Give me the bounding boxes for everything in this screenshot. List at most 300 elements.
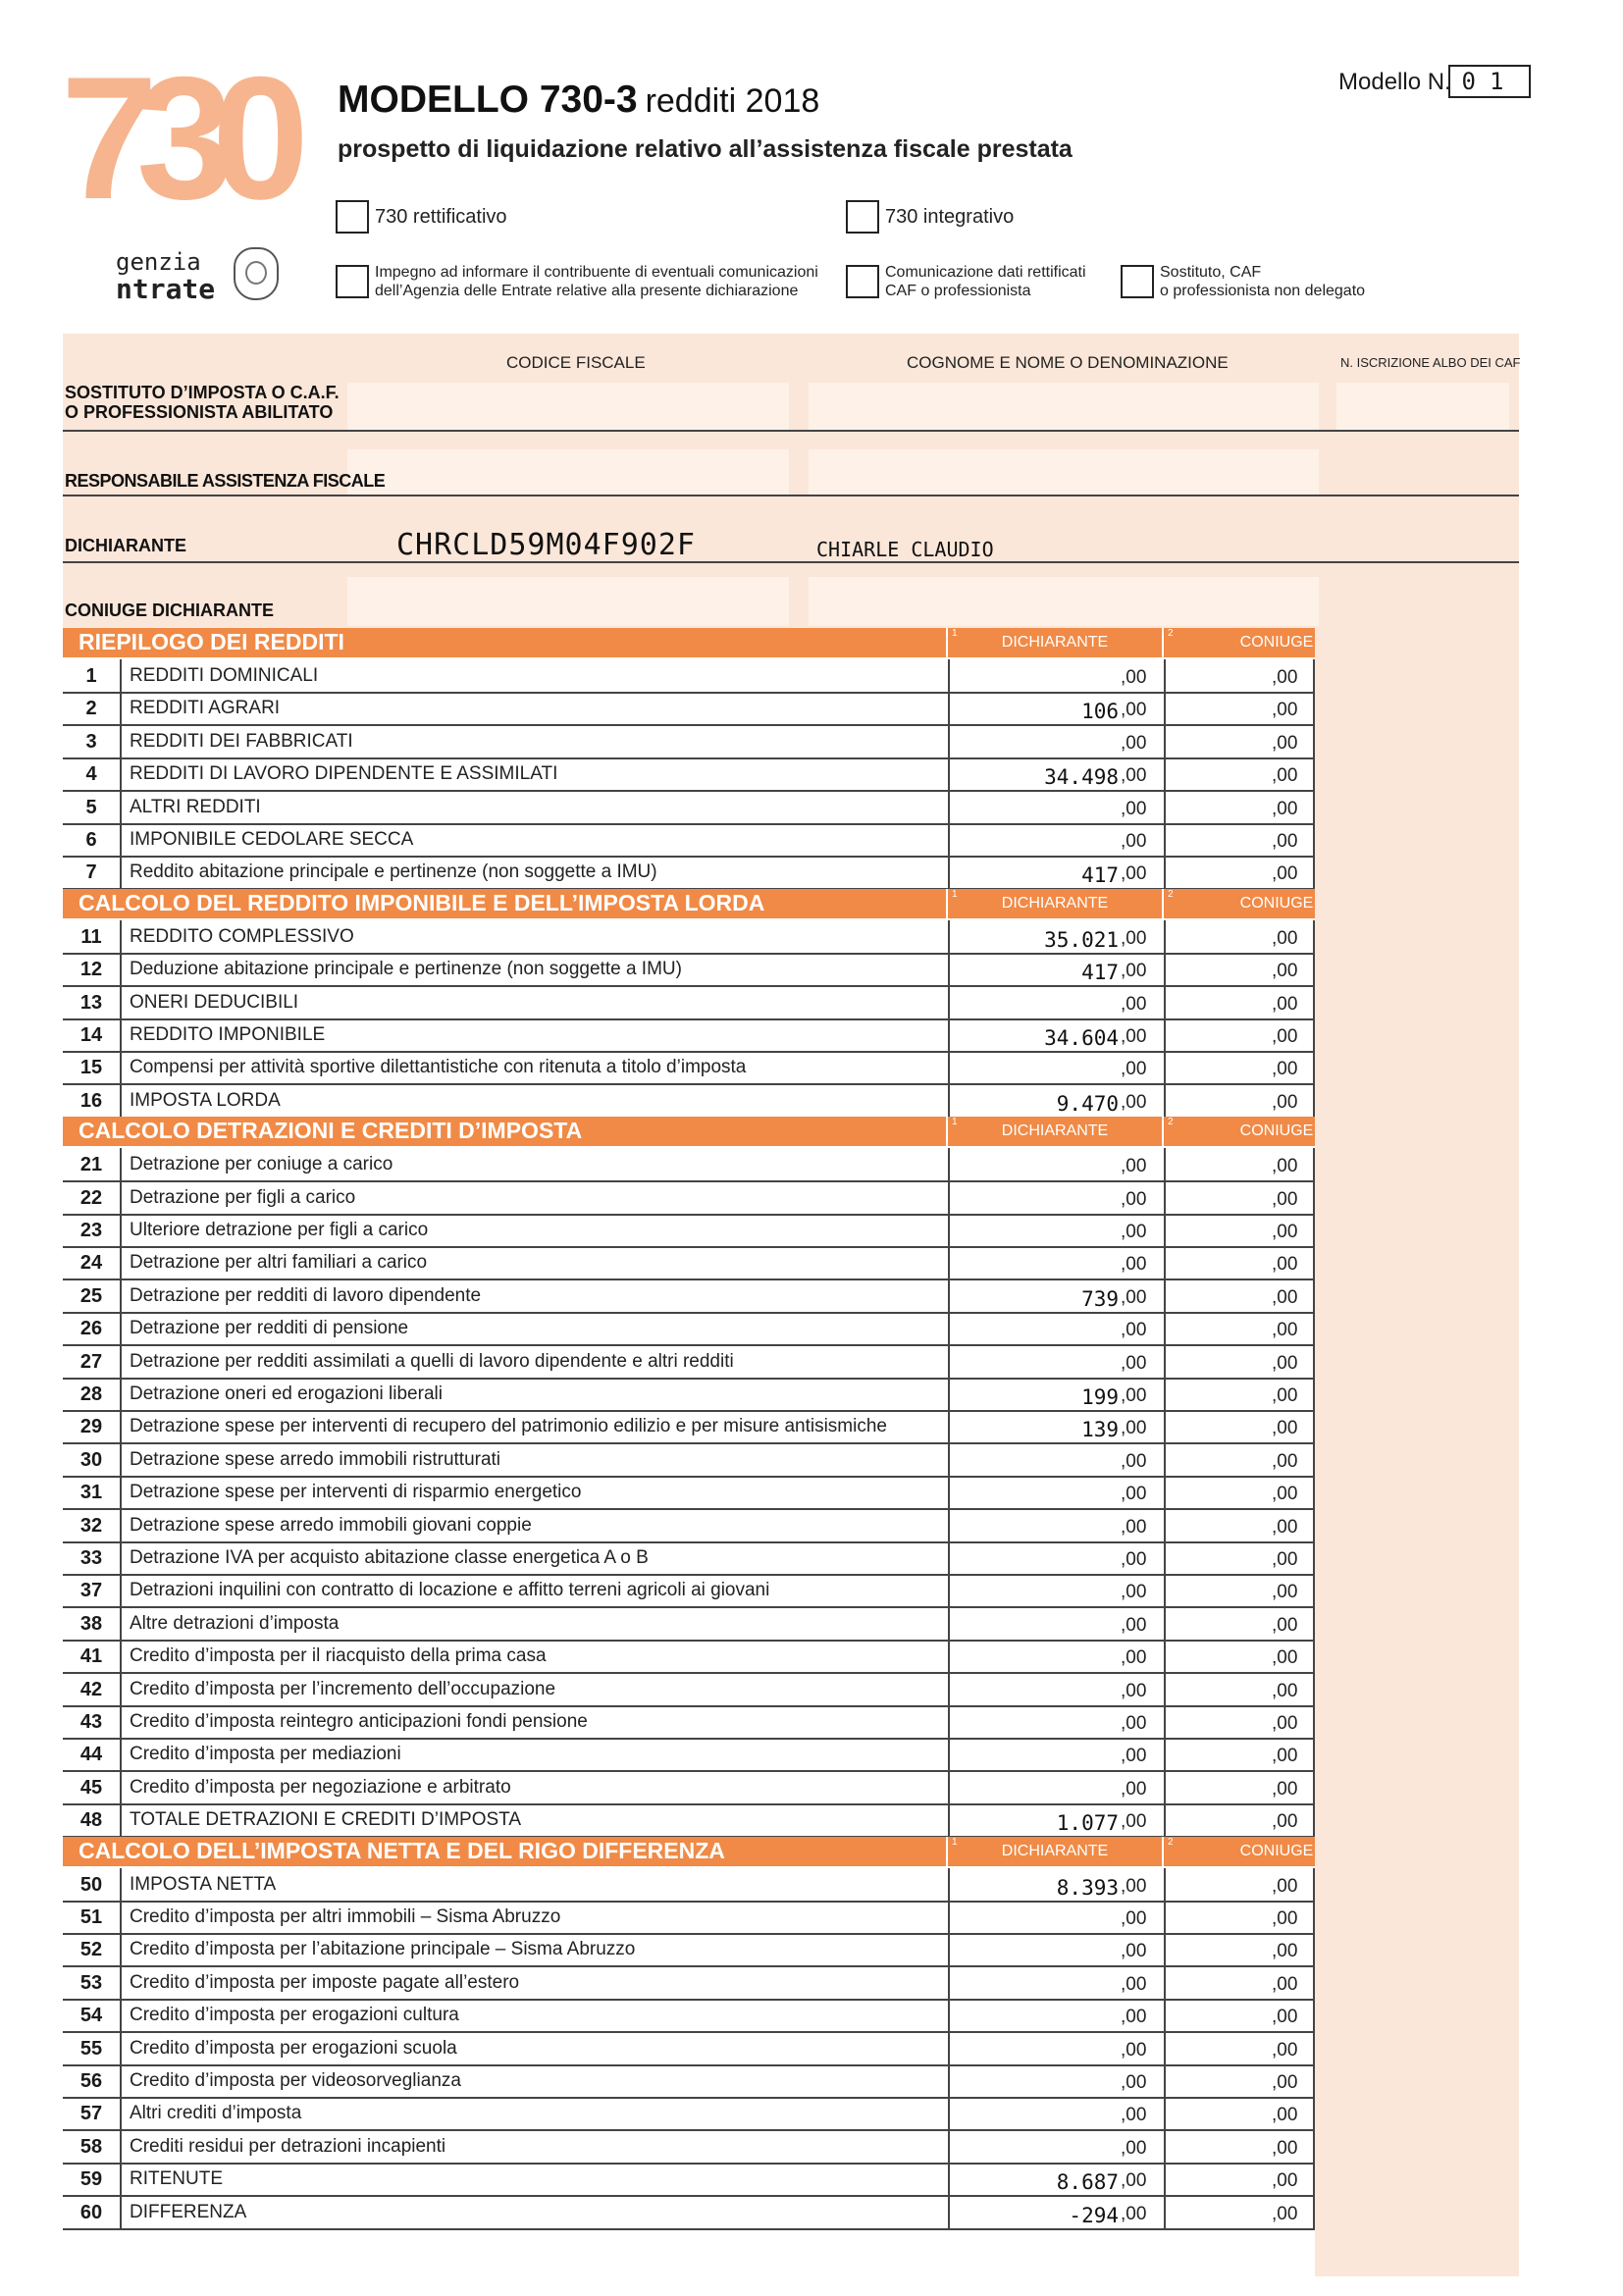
col-sup-1: 1 (952, 1836, 958, 1848)
coniuge-nome-field[interactable] (809, 577, 1319, 626)
col-divider (1164, 986, 1166, 1020)
modello-number: 01 (1448, 65, 1531, 98)
republic-emblem-icon (234, 247, 279, 300)
col-coniuge: CONIUGE (1239, 1842, 1314, 1859)
col-divider (120, 856, 122, 890)
responsabile-cf-field[interactable] (347, 449, 789, 496)
col-divider (1313, 1345, 1315, 1380)
label-impegno (375, 263, 818, 300)
col-divider (1164, 953, 1166, 987)
col-divider (1313, 2163, 1315, 2197)
table-row (63, 856, 1315, 890)
responsabile-nome-field[interactable] (809, 449, 1319, 496)
row-number: 54 (79, 2005, 103, 2027)
row-number: 53 (79, 1971, 103, 1994)
col-divider (120, 725, 122, 759)
cents-coniuge: ,00 (1272, 1320, 1298, 1341)
col-divider (1313, 986, 1315, 1020)
table-row (63, 986, 1315, 1020)
cents-coniuge: ,00 (1272, 798, 1298, 819)
cents-coniuge: ,00 (1272, 961, 1298, 982)
row-number: 56 (79, 2070, 103, 2092)
row-label: REDDITI AGRARI (130, 698, 281, 719)
col-divider (946, 628, 948, 657)
value-dichiarante[interactable]: 34.604 (1044, 1026, 1119, 1050)
cents-dichiarante: ,00 (1121, 2203, 1147, 2224)
cents-coniuge: ,00 (1272, 765, 1298, 787)
col-divider (120, 1084, 122, 1119)
row-number: 42 (79, 1678, 103, 1700)
row-label: Detrazione per redditi di pensione (130, 1318, 409, 1339)
col-divider (1164, 1607, 1166, 1642)
cents-dichiarante: ,00 (1121, 2007, 1147, 2028)
cents-dichiarante: ,00 (1121, 1320, 1147, 1341)
cents-coniuge: ,00 (1272, 667, 1298, 688)
col-divider (948, 856, 950, 890)
row-number: 21 (79, 1154, 103, 1176)
row-label: Detrazione per coniuge a carico (130, 1154, 393, 1175)
cents-coniuge: ,00 (1272, 1778, 1298, 1800)
cents-dichiarante: ,00 (1121, 1059, 1147, 1080)
table-row (63, 920, 1315, 955)
col-divider (1313, 2130, 1315, 2165)
col-divider (948, 1868, 950, 1903)
cents-dichiarante: ,00 (1121, 798, 1147, 819)
table-row (63, 953, 1315, 987)
cents-dichiarante: ,00 (1121, 1026, 1147, 1047)
col-divider (1313, 1148, 1315, 1182)
col-divider (1164, 1148, 1166, 1182)
table-row (63, 1999, 1315, 2033)
col-divider (1313, 1541, 1315, 1576)
cents-coniuge: ,00 (1272, 1549, 1298, 1570)
col-divider (948, 2163, 950, 2197)
col-divider (948, 1051, 950, 1085)
value-dichiarante[interactable]: 417 (1081, 863, 1119, 888)
cents-dichiarante: ,00 (1121, 732, 1147, 754)
cents-coniuge: ,00 (1272, 1059, 1298, 1080)
col-divider (120, 757, 122, 792)
value-dichiarante[interactable]: 8.393 (1056, 1875, 1119, 1900)
cents-dichiarante: ,00 (1121, 1941, 1147, 1962)
cents-coniuge: ,00 (1272, 1156, 1298, 1177)
cents-coniuge: ,00 (1272, 2072, 1298, 2093)
col-divider (120, 1312, 122, 1346)
col-divider (1313, 2064, 1315, 2099)
table-row (63, 2130, 1315, 2165)
row-label: IMPONIBILE CEDOLARE SECCA (130, 829, 414, 850)
col-divider (1313, 1999, 1315, 2033)
col-divider (1313, 1901, 1315, 1935)
row-number: 60 (79, 2201, 103, 2223)
table-row (63, 1966, 1315, 2001)
value-dichiarante[interactable]: 9.470 (1056, 1091, 1119, 1116)
col-divider (948, 757, 950, 792)
row-label: Credito d’imposta per negoziazione e arbitrato (130, 1776, 511, 1798)
row-number: 6 (85, 829, 97, 851)
col-divider (1164, 1443, 1166, 1478)
row-label: Deduzione abitazione principale e pertinenze (non soggette a IMU) (130, 959, 682, 980)
col-divider (1164, 1378, 1166, 1412)
cents-dichiarante: ,00 (1121, 1908, 1147, 1929)
col-divider (948, 823, 950, 858)
col-divider (120, 2032, 122, 2066)
col-divider (1162, 889, 1164, 918)
col-divider (120, 659, 122, 694)
col-divider (1313, 692, 1315, 726)
table-row (63, 1312, 1315, 1346)
col-divider (1313, 757, 1315, 792)
row-label: Credito d’imposta per videosorveglianza (130, 2070, 461, 2091)
col-divider (1164, 1640, 1166, 1674)
cents-dichiarante: ,00 (1121, 993, 1147, 1015)
table-row (63, 2064, 1315, 2099)
row-number: 24 (79, 1252, 103, 1275)
table-row (63, 1771, 1315, 1805)
row-number: 58 (79, 2135, 103, 2158)
cents-coniuge: ,00 (1272, 831, 1298, 852)
row-number: 52 (79, 1939, 103, 1961)
row-number: 45 (79, 1776, 103, 1799)
checkbox-sostituto[interactable] (1121, 265, 1154, 298)
col-divider (120, 1640, 122, 1674)
table-row (63, 1705, 1315, 1740)
row-number: 57 (79, 2103, 103, 2125)
row-label: Detrazione per redditi di lavoro dipendente (130, 1284, 482, 1306)
col-divider (120, 1214, 122, 1248)
col-divider (120, 1738, 122, 1772)
col-divider (1313, 1933, 1315, 1967)
cents-dichiarante: ,00 (1121, 1614, 1147, 1636)
col-divider (1313, 1443, 1315, 1478)
col-divider (1313, 953, 1315, 987)
label-impegno-line1: Impegno ad informare il contribuente di eventuali comunicazioni (375, 264, 818, 281)
col-divider (120, 953, 122, 987)
col-divider (120, 1018, 122, 1053)
cents-dichiarante: ,00 (1121, 2137, 1147, 2159)
row-number: 26 (79, 1318, 103, 1340)
row-label: Detrazione per figli a carico (130, 1186, 356, 1208)
col-divider (120, 692, 122, 726)
value-dichiarante[interactable]: -294 (1069, 2203, 1119, 2227)
section-header (63, 889, 1315, 918)
col-divider (1313, 1051, 1315, 1085)
cents-dichiarante: ,00 (1121, 863, 1147, 885)
row-number: 12 (79, 959, 103, 981)
col-dichiarante: DICHIARANTE (1001, 634, 1109, 651)
sostituto-label (65, 383, 340, 422)
section-header (63, 1117, 1315, 1146)
col-divider (1313, 856, 1315, 890)
table-row (63, 1738, 1315, 1772)
row-number: 37 (79, 1580, 103, 1602)
col-divider (120, 1410, 122, 1444)
row-number: 25 (79, 1284, 103, 1307)
col-divider (120, 1476, 122, 1510)
col-divider (1313, 1574, 1315, 1608)
modello-label: Modello N. (1338, 69, 1451, 95)
cents-coniuge: ,00 (1272, 1516, 1298, 1538)
cents-dichiarante: ,00 (1121, 1286, 1147, 1308)
col-divider (948, 1345, 950, 1380)
row-label: Credito d’imposta per imposte pagate all’estero (130, 1971, 520, 1993)
cents-coniuge: ,00 (1272, 993, 1298, 1015)
row-label: IMPOSTA NETTA (130, 1873, 277, 1895)
section-header (63, 628, 1315, 657)
row-label: REDDITI DI LAVORO DIPENDENTE E ASSIMILATI (130, 763, 558, 785)
cents-dichiarante: ,00 (1121, 2105, 1147, 2126)
col-divider (946, 889, 948, 918)
col-divider (1164, 791, 1166, 825)
col-divider (948, 1771, 950, 1805)
table-row (63, 659, 1315, 694)
row-label: Credito d’imposta per altri immobili – Sisma Abruzzo (130, 1906, 561, 1927)
table-row (63, 1279, 1315, 1314)
section-title: CALCOLO DELL’IMPOSTA NETTA E DEL RIGO DIFFERENZA (79, 1837, 725, 1863)
col-divider (1313, 1181, 1315, 1216)
cents-dichiarante: ,00 (1121, 1222, 1147, 1242)
value-dichiarante[interactable]: 34.498 (1044, 765, 1119, 790)
checkbox-integrativo[interactable] (846, 200, 879, 234)
row-label: REDDITI DEI FABBRICATI (130, 730, 353, 752)
cents-dichiarante: ,00 (1121, 831, 1147, 852)
cents-coniuge: ,00 (1272, 1418, 1298, 1439)
col-divider (120, 1443, 122, 1478)
cents-coniuge: ,00 (1272, 1647, 1298, 1669)
col-divider (1164, 2064, 1166, 2099)
col-divider (948, 986, 950, 1020)
checkbox-comunicazione[interactable] (846, 265, 879, 298)
table-row (63, 757, 1315, 792)
value-dichiarante[interactable]: 8.687 (1056, 2170, 1119, 2195)
col-divider (1164, 1018, 1166, 1053)
col-divider (1164, 1868, 1166, 1903)
cents-coniuge: ,00 (1272, 927, 1298, 949)
checkbox-rettificativo[interactable] (336, 200, 369, 234)
cents-coniuge: ,00 (1272, 2039, 1298, 2061)
section-title: CALCOLO DETRAZIONI E CREDITI D’IMPOSTA (79, 1118, 583, 1144)
col-divider (1313, 1771, 1315, 1805)
cents-dichiarante: ,00 (1121, 1254, 1147, 1276)
col-divider (948, 1673, 950, 1707)
agency-line1: genzia (116, 248, 201, 276)
row-number: 28 (79, 1383, 103, 1405)
table-row (63, 1607, 1315, 1642)
col-dichiarante: DICHIARANTE (1001, 894, 1109, 912)
col-divider (1313, 1803, 1315, 1838)
checkbox-impegno[interactable] (336, 265, 369, 298)
col-divider (1164, 1999, 1166, 2033)
label-sostituto (1160, 263, 1365, 300)
col-divider (120, 2064, 122, 2099)
row-label: Detrazione spese arredo immobili giovani coppie (130, 1514, 532, 1536)
row-label: Detrazione spese arredo immobili ristrutturati (130, 1448, 501, 1470)
cents-dichiarante: ,00 (1121, 1549, 1147, 1570)
coniuge-cf-field[interactable] (347, 577, 789, 626)
row-label: Crediti residui per detrazioni incapienti (130, 2135, 446, 2157)
col-divider (1164, 1738, 1166, 1772)
cents-dichiarante: ,00 (1121, 2072, 1147, 2093)
cents-coniuge: ,00 (1272, 1582, 1298, 1603)
col-divider (1313, 1084, 1315, 1119)
value-dichiarante[interactable]: 106 (1081, 700, 1119, 724)
cents-coniuge: ,00 (1272, 863, 1298, 885)
col-divider (1313, 725, 1315, 759)
col-divider (1164, 1541, 1166, 1576)
col-divider (1164, 1345, 1166, 1380)
cents-coniuge: ,00 (1272, 2203, 1298, 2224)
row-label: Credito d’imposta per l’abitazione principale – Sisma Abruzzo (130, 1939, 636, 1960)
cents-coniuge: ,00 (1272, 1811, 1298, 1833)
col-divider (948, 1509, 950, 1543)
col-divider (120, 1246, 122, 1280)
col-divider (120, 1574, 122, 1608)
row-number: 4 (85, 763, 97, 786)
value-dichiarante[interactable]: 199 (1081, 1385, 1119, 1409)
row-number: 3 (85, 730, 97, 753)
col-divider (1164, 1214, 1166, 1248)
col-divider (1313, 1705, 1315, 1740)
cents-dichiarante: ,00 (1121, 1385, 1147, 1406)
sostituto-nome-field[interactable] (809, 383, 1319, 432)
col-divider (120, 1181, 122, 1216)
col-divider (1313, 2097, 1315, 2131)
cents-dichiarante: ,00 (1121, 1091, 1147, 1113)
col-divider (1164, 659, 1166, 694)
row-number: 29 (79, 1416, 103, 1438)
cents-dichiarante: ,00 (1121, 1484, 1147, 1505)
col-divider (120, 2097, 122, 2131)
col-divider (948, 791, 950, 825)
col-divider (120, 2196, 122, 2230)
row-label: Credito d’imposta per mediazioni (130, 1744, 401, 1765)
col-divider (120, 986, 122, 1020)
cents-dichiarante: ,00 (1121, 1973, 1147, 1995)
col-divider (948, 1148, 950, 1182)
table-row (63, 1018, 1315, 1053)
col-divider (120, 823, 122, 858)
cents-dichiarante: ,00 (1121, 1875, 1147, 1897)
col-divider (120, 1279, 122, 1314)
col-divider (948, 1084, 950, 1119)
col-divider (120, 1771, 122, 1805)
responsabile-label: RESPONSABILE ASSISTENZA FISCALE (65, 471, 386, 491)
col-divider (1164, 1312, 1166, 1346)
col-divider (948, 1181, 950, 1216)
col-divider (946, 1117, 948, 1146)
col-coniuge: CONIUGE (1239, 1122, 1314, 1140)
table-row (63, 791, 1315, 825)
col-divider (120, 1673, 122, 1707)
value-dichiarante[interactable]: 739 (1081, 1286, 1119, 1311)
col-divider (1164, 1673, 1166, 1707)
col-sup-1: 1 (952, 628, 958, 639)
value-dichiarante[interactable]: 1.077 (1056, 1811, 1119, 1836)
col-divider (948, 1246, 950, 1280)
row-number: 44 (79, 1744, 103, 1766)
row-label: Ulteriore detrazione per figli a carico (130, 1220, 429, 1240)
col-divider (948, 1607, 950, 1642)
value-dichiarante[interactable]: 35.021 (1044, 927, 1119, 952)
col-sup-2: 2 (1168, 1836, 1174, 1848)
table-row (63, 1868, 1315, 1903)
col-divider (120, 1051, 122, 1085)
row-number: 7 (85, 861, 97, 884)
col-divider (948, 1901, 950, 1935)
sostituto-cf-field[interactable] (347, 383, 789, 432)
table-row (63, 1574, 1315, 1608)
cents-coniuge: ,00 (1272, 1286, 1298, 1308)
section-header (63, 1837, 1315, 1866)
row-label: REDDITI DOMINICALI (130, 665, 319, 686)
cents-dichiarante: ,00 (1121, 1418, 1147, 1439)
cents-dichiarante: ,00 (1121, 1352, 1147, 1374)
table-row (63, 1345, 1315, 1380)
cents-dichiarante: ,00 (1121, 765, 1147, 787)
col-divider (1313, 1410, 1315, 1444)
cents-coniuge: ,00 (1272, 1908, 1298, 1929)
cents-coniuge: ,00 (1272, 1188, 1298, 1210)
col-divider (120, 1901, 122, 1935)
col-divider (948, 1443, 950, 1478)
col-divider (120, 1966, 122, 2001)
cents-coniuge: ,00 (1272, 1352, 1298, 1374)
table-row (63, 1410, 1315, 1444)
col-cognome-nome: COGNOME E NOME O DENOMINAZIONE (907, 353, 1229, 372)
cents-dichiarante: ,00 (1121, 1713, 1147, 1734)
divider (63, 561, 1519, 563)
col-divider (1164, 1246, 1166, 1280)
table-row (63, 1246, 1315, 1280)
cents-dichiarante: ,00 (1121, 1811, 1147, 1833)
col-sup-2: 2 (1168, 888, 1174, 900)
table-row (63, 2032, 1315, 2066)
col-divider (1313, 791, 1315, 825)
cents-coniuge: ,00 (1272, 1222, 1298, 1242)
col-divider (1313, 659, 1315, 694)
col-divider (948, 1803, 950, 1838)
col-divider (120, 1705, 122, 1740)
value-dichiarante[interactable]: 139 (1081, 1418, 1119, 1442)
table-row (63, 2196, 1315, 2230)
sostituto-iscrizione-field[interactable] (1336, 383, 1509, 432)
cents-coniuge: ,00 (1272, 1026, 1298, 1047)
divider (63, 495, 1519, 496)
row-number: 30 (79, 1448, 103, 1471)
cents-dichiarante: ,00 (1121, 1516, 1147, 1538)
col-divider (1162, 628, 1164, 657)
cents-coniuge: ,00 (1272, 1680, 1298, 1701)
col-divider (1313, 1738, 1315, 1772)
col-divider (948, 1640, 950, 1674)
table-row (63, 1673, 1315, 1707)
cents-dichiarante: ,00 (1121, 927, 1147, 949)
label-impegno-line2: dell’Agenzia delle Entrate relative alla presente dichiarazione (375, 283, 799, 299)
col-divider (948, 1378, 950, 1412)
cents-dichiarante: ,00 (1121, 2170, 1147, 2192)
row-number: 51 (79, 1906, 103, 1928)
table-row (63, 1181, 1315, 1216)
row-number: 38 (79, 1612, 103, 1635)
table-row (63, 1640, 1315, 1674)
col-divider (1164, 1410, 1166, 1444)
col-divider (1313, 1640, 1315, 1674)
row-label: Altre detrazioni d’imposta (130, 1612, 340, 1634)
row-number: 13 (79, 991, 103, 1014)
row-label: Detrazione IVA per acquisto abitazione classe energetica A o B (130, 1547, 649, 1568)
col-sup-1: 1 (952, 888, 958, 900)
value-dichiarante[interactable]: 417 (1081, 961, 1119, 985)
